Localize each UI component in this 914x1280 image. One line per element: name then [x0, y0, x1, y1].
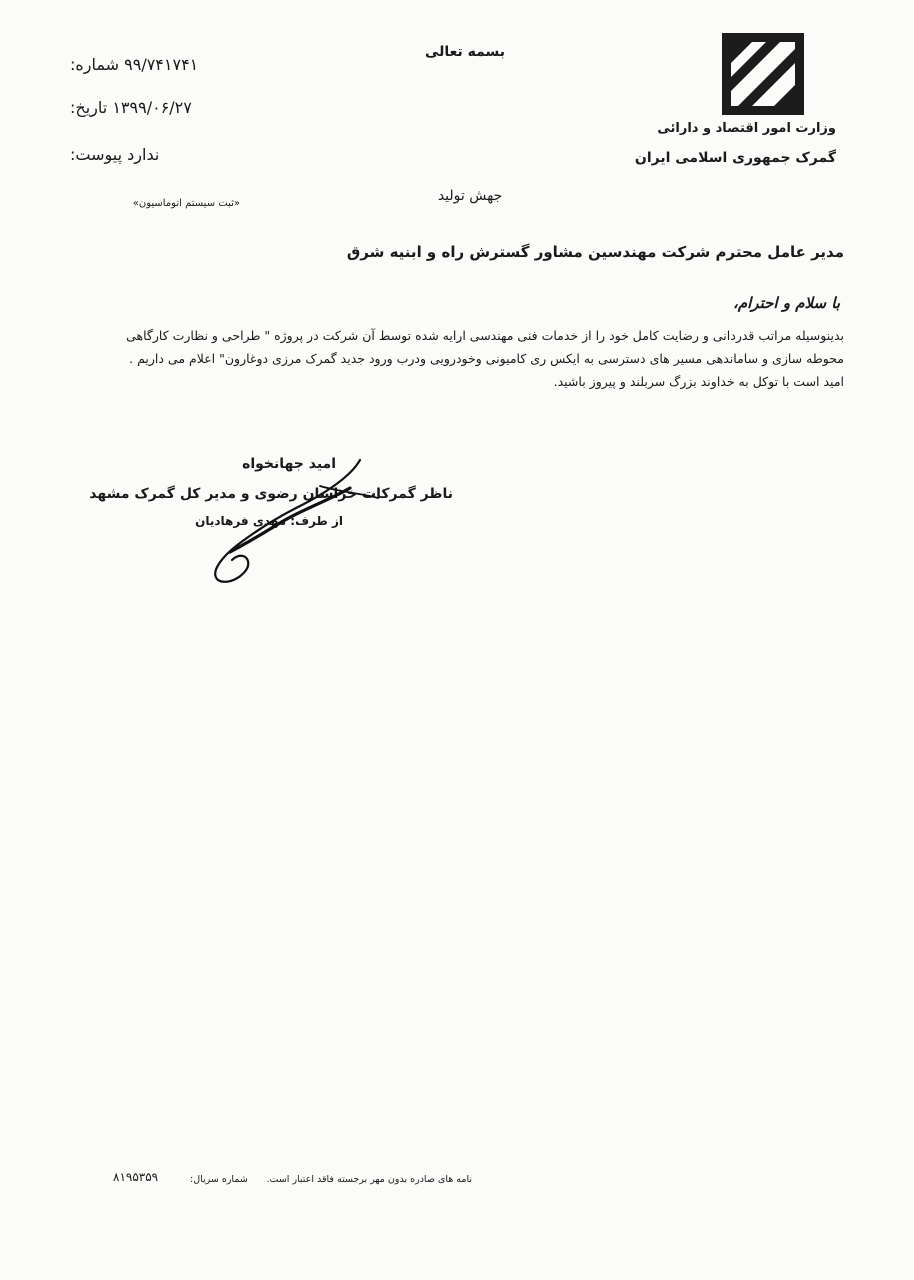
- number-label: شماره:: [70, 55, 120, 74]
- recipient-line: مدیر عامل محترم شرکت مهندسین مشاور گسترش راه و ابنیه شرق: [346, 243, 844, 261]
- attachment-value: ندارد: [127, 145, 160, 164]
- body-line: امید است با توکل به خداوند بزرگ سربلند و پیروز باشید.: [553, 374, 844, 389]
- letter-attachment: [70, 145, 240, 164]
- greeting: با سلام و احترام،: [733, 294, 840, 312]
- system-registration-note: «ثبت سیستم اتوماسیون»: [132, 198, 240, 209]
- customs-logo: [722, 33, 804, 115]
- letter-body: [68, 324, 844, 393]
- letter-number: [70, 55, 240, 74]
- on-behalf-of: از طرف: مهدی فرهادیان: [195, 514, 343, 528]
- number-value: ۹۹/۷۴۱۷۴۱: [124, 55, 199, 74]
- customs-name: گمرک جمهوری اسلامی ایران: [634, 150, 836, 166]
- body-line: محوطه سازی و ساماندهی مسیر های دسترسی به ایکس ری کامیونی وخودرویی ودرب ورود جدید گمرک مرزی دوغارون" اعلام می داریم .: [129, 351, 844, 366]
- footer-validity-note: نامه های صادره بدون مهر برجسته فاقد اعتبار است.: [266, 1174, 472, 1185]
- letter-date: [70, 98, 240, 117]
- serial-number-label: شماره سریال:: [190, 1174, 248, 1185]
- signatory-title: ناظر گمرکات خراسان رضوی و مدیر کل گمرک مشهد: [89, 486, 453, 502]
- date-value: ۱۳۹۹/۰۶/۲۷: [112, 98, 192, 117]
- body-line: بدینوسیله مراتب قدردانی و رضایت کامل خود را از خدمات فنی مهندسی ارایه شده توسط آن شرکت در پروژه " طراحی و نظارت کارگاهی: [126, 328, 844, 343]
- serial-number-value: ۸۱۹۵۳۵۹: [113, 1170, 159, 1184]
- ministry-name: وزارت امور اقتصاد و دارائی: [657, 121, 836, 136]
- date-label: تاریخ:: [70, 98, 108, 117]
- handwritten-note: جهش تولید: [437, 188, 503, 204]
- basmala-heading: بسمه تعالی: [424, 44, 506, 60]
- signatory-name: امید جهانخواه: [242, 456, 336, 472]
- attachment-label: پیوست:: [70, 145, 123, 164]
- handwritten-signature: [200, 448, 390, 598]
